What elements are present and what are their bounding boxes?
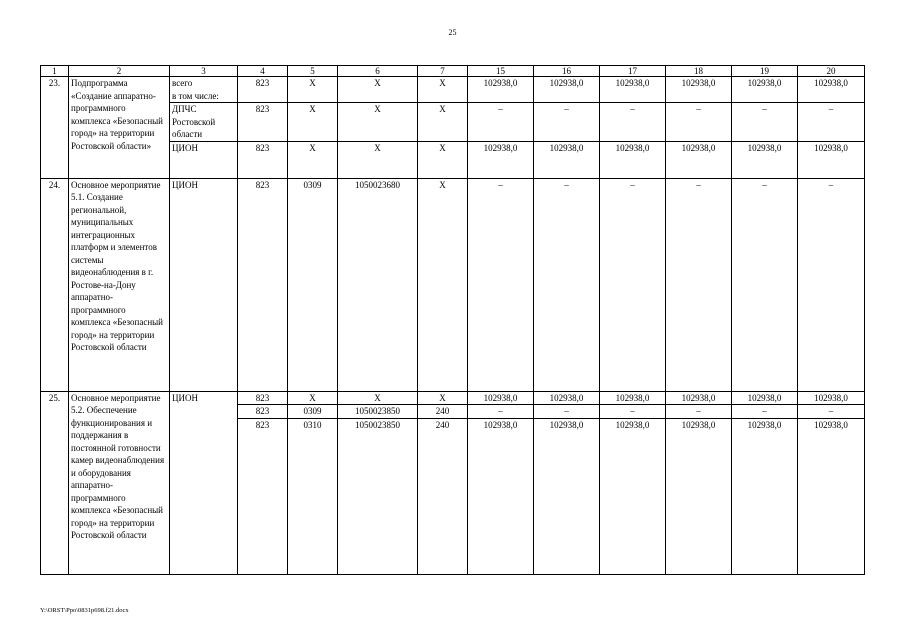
year-value: – <box>600 178 666 391</box>
csr-code: 1050023850 <box>338 405 418 419</box>
budget-table <box>40 65 865 575</box>
csr-code: 1050023850 <box>338 418 418 574</box>
year-value: – <box>468 178 534 391</box>
column-header: 16 <box>534 66 600 77</box>
year-value: 102938,0 <box>468 77 534 103</box>
rzpr-code: 0309 <box>288 405 338 419</box>
grbs-code: 823 <box>238 178 288 391</box>
grbs-code: 823 <box>238 77 288 103</box>
vr-code: 240 <box>418 405 468 419</box>
column-header: 7 <box>418 66 468 77</box>
responsible-executor: всего в том числе: <box>170 77 238 103</box>
year-value: 102938,0 <box>534 77 600 103</box>
rzpr-code: Х <box>288 391 338 405</box>
vr-code: Х <box>418 141 468 178</box>
csr-code: Х <box>338 391 418 405</box>
vr-code: 240 <box>418 418 468 574</box>
year-value: 102938,0 <box>600 141 666 178</box>
grbs-code: 823 <box>238 405 288 419</box>
rzpr-code: Х <box>288 103 338 142</box>
year-value: – <box>534 178 600 391</box>
year-value: 102938,0 <box>600 391 666 405</box>
year-value: 102938,0 <box>798 418 865 574</box>
rzpr-code: Х <box>288 77 338 103</box>
column-header: 20 <box>798 66 865 77</box>
year-value: 102938,0 <box>468 141 534 178</box>
year-value: – <box>798 178 865 391</box>
row-name: Основное мероприятие 5.1. Создание региональной, муниципальных интеграционных платформ и элементов системы видеонаблюдения в г. Ростове-на-Дону аппаратно-программного комплекса «Безопасный город» на территории Ростовской области <box>69 178 170 391</box>
table-row <box>41 178 865 391</box>
page-number: 25 <box>448 28 457 37</box>
rzpr-code: 0310 <box>288 418 338 574</box>
column-header: 2 <box>69 66 170 77</box>
year-value: 102938,0 <box>732 391 798 405</box>
year-value: – <box>534 405 600 419</box>
year-value: – <box>666 178 732 391</box>
year-value: 102938,0 <box>468 418 534 574</box>
column-header: 4 <box>238 66 288 77</box>
column-header: 15 <box>468 66 534 77</box>
row-number: 24. <box>41 178 69 391</box>
grbs-code: 823 <box>238 418 288 574</box>
column-header: 19 <box>732 66 798 77</box>
csr-code: Х <box>338 141 418 178</box>
row-number: 25. <box>41 391 69 574</box>
year-value: – <box>468 405 534 419</box>
csr-code: Х <box>338 77 418 103</box>
year-value: 102938,0 <box>666 77 732 103</box>
year-value: – <box>666 405 732 419</box>
row-name: Подпрограмма «Создание аппаратно-программного комплекса «Безопасный город» на территории Ростовской области» <box>69 77 170 179</box>
grbs-code: 823 <box>238 103 288 142</box>
row-number: 23. <box>41 77 69 179</box>
column-header: 5 <box>288 66 338 77</box>
table-row <box>41 391 865 405</box>
vr-code: Х <box>418 103 468 142</box>
vr-code: Х <box>418 391 468 405</box>
year-value: 102938,0 <box>798 141 865 178</box>
year-value: 102938,0 <box>600 418 666 574</box>
year-value: 102938,0 <box>732 418 798 574</box>
column-header: 3 <box>170 66 238 77</box>
table-row <box>41 77 865 103</box>
column-header: 1 <box>41 66 69 77</box>
year-value: – <box>732 103 798 142</box>
year-value: 102938,0 <box>666 391 732 405</box>
vr-code: Х <box>418 178 468 391</box>
csr-code: 1050023680 <box>338 178 418 391</box>
year-value: 102938,0 <box>534 391 600 405</box>
csr-code: Х <box>338 103 418 142</box>
grbs-code: 823 <box>238 391 288 405</box>
row-name: Основное мероприятие 5.2. Обеспечение функционирования и поддержания в постоянной готовности камер видеонаблюдения и оборудования аппаратно-программного комплекса «Безопасный город» на территории Ростовской области <box>69 391 170 574</box>
file-path: Y:\ORST\Ppo\0831p698.f21.docx <box>40 607 129 614</box>
year-value: 102938,0 <box>666 418 732 574</box>
responsible-executor: ЦИОН <box>170 141 238 178</box>
year-value: 102938,0 <box>798 391 865 405</box>
column-header: 6 <box>338 66 418 77</box>
year-value: 102938,0 <box>798 77 865 103</box>
responsible-executor: ЦИОН <box>170 391 238 574</box>
year-value: – <box>600 405 666 419</box>
year-value: – <box>468 103 534 142</box>
header-row <box>41 66 865 77</box>
column-header: 17 <box>600 66 666 77</box>
year-value: – <box>798 103 865 142</box>
year-value: – <box>732 178 798 391</box>
year-value: – <box>666 103 732 142</box>
grbs-code: 823 <box>238 141 288 178</box>
rzpr-code: 0309 <box>288 178 338 391</box>
responsible-executor: ЦИОН <box>170 178 238 391</box>
responsible-executor: ДПЧС Ростовской области <box>170 103 238 142</box>
year-value: 102938,0 <box>600 77 666 103</box>
year-value: – <box>798 405 865 419</box>
year-value: 102938,0 <box>732 141 798 178</box>
year-value: 102938,0 <box>534 141 600 178</box>
year-value: 102938,0 <box>732 77 798 103</box>
year-value: – <box>600 103 666 142</box>
rzpr-code: Х <box>288 141 338 178</box>
year-value: 102938,0 <box>666 141 732 178</box>
vr-code: Х <box>418 77 468 103</box>
year-value: 102938,0 <box>468 391 534 405</box>
year-value: – <box>732 405 798 419</box>
year-value: – <box>534 103 600 142</box>
column-header: 18 <box>666 66 732 77</box>
year-value: 102938,0 <box>534 418 600 574</box>
